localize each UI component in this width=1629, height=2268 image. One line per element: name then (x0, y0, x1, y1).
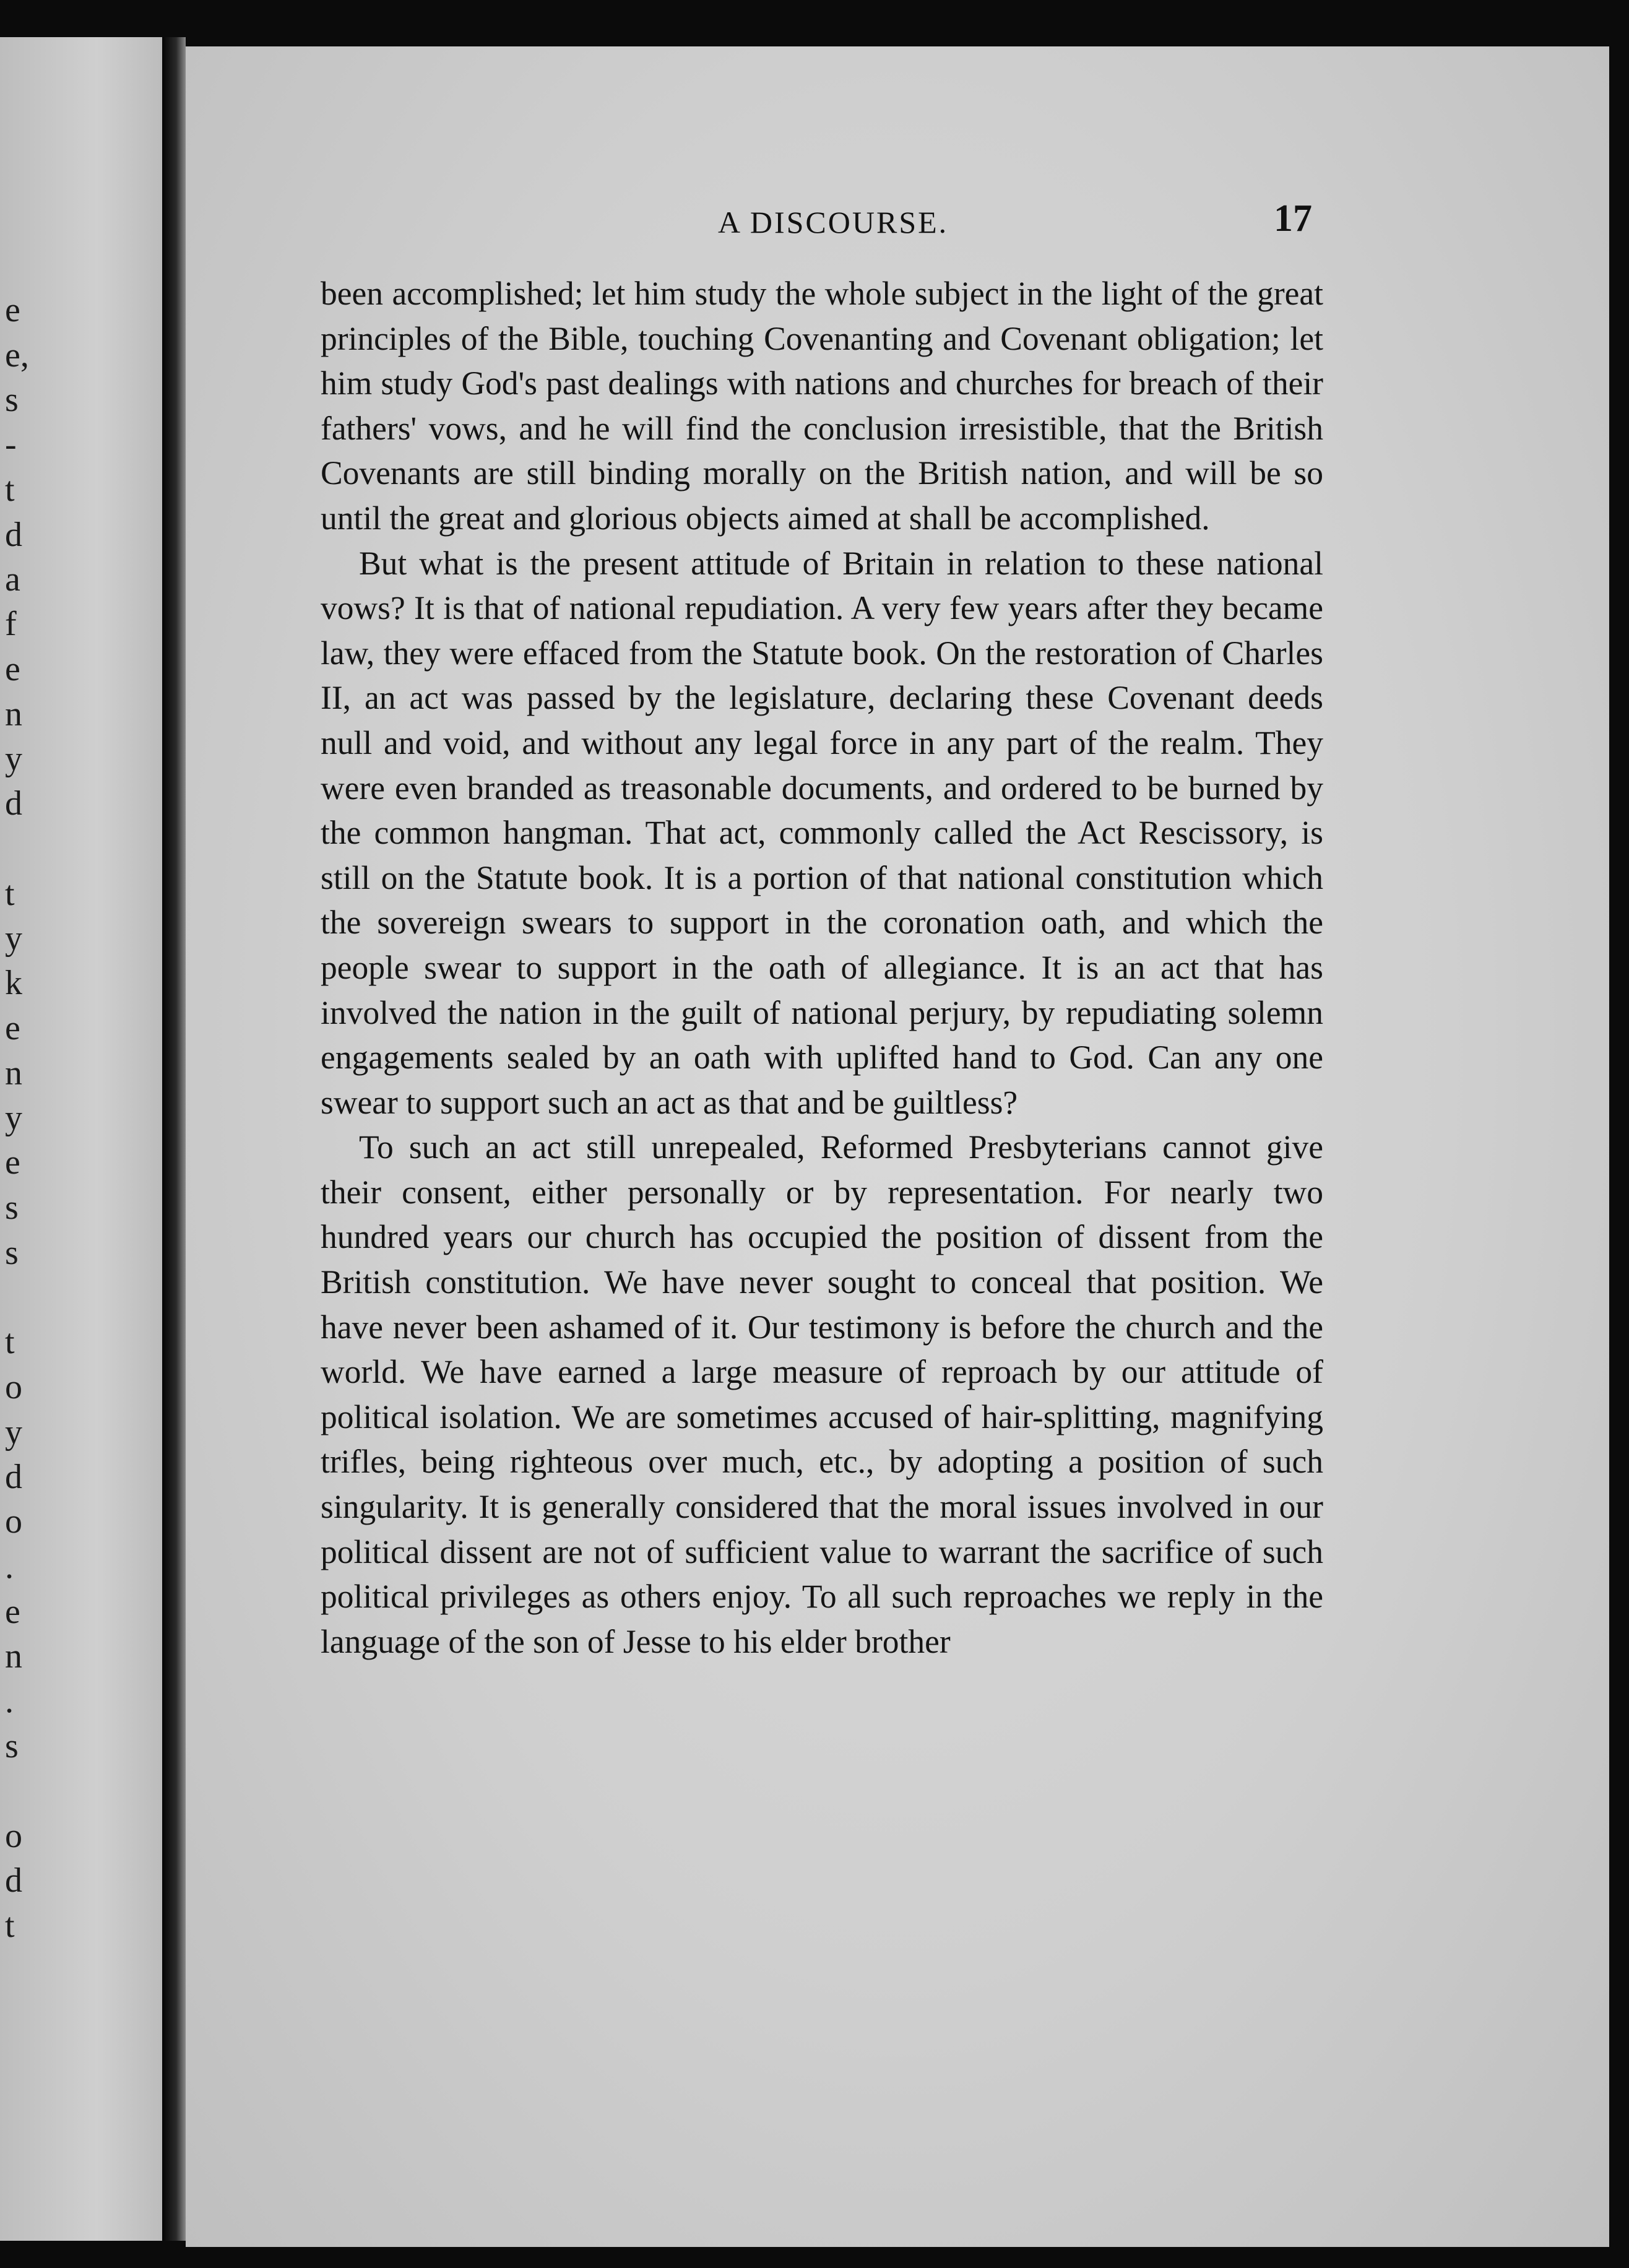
facing-page-letter: n (5, 695, 22, 734)
facing-page-letter: t (5, 1907, 15, 1945)
page-number: 17 (1274, 197, 1312, 240)
facing-page-letter: o (5, 1502, 22, 1541)
facing-page-letter: s (5, 1727, 19, 1765)
facing-page-letter: y (5, 740, 22, 778)
facing-page-letter: y (5, 1413, 22, 1452)
facing-page-letter: n (5, 1054, 22, 1093)
paragraph-2: But what is the present attitude of Britain in relation to these national vows? It is that of national repudiation. A very few years after they became law, they were effaced from the Statute book. On the restoration of Charles II, an act was passed by the legislature, declaring these Covenant deeds null and void, and without any legal force in any part of the realm. They were even branded as treasonable documents, and ordered to be burned by the common hangman. That act, commonly called the Act Rescissory, is still on the Statute book. It is a portion of that national constitution which the sovereign swears to support in the coronation oath, and which the people swear to support in the oath of allegiance. It is an act that has involved the nation in the guilt of national perjury, by repudiating solemn engagements sealed by an oath with uplifted hand to God. Can any one swear to support such an act as that and be guiltless? (321, 544, 1323, 1121)
facing-page-letter: y (5, 1099, 22, 1137)
facing-page-letter: e, (5, 336, 29, 374)
facing-page-letter: k (5, 964, 22, 1002)
facing-page-letter: t (5, 470, 15, 509)
facing-page-letter: n (5, 1637, 22, 1676)
facing-page-letter: d (5, 784, 22, 823)
facing-page-letter: s (5, 1234, 19, 1272)
facing-page-letter: - (5, 425, 17, 464)
facing-page-letter: e (5, 1593, 20, 1631)
facing-page-letter: d (5, 1861, 22, 1900)
facing-page-letter: y (5, 919, 22, 958)
facing-page-letter: o (5, 1368, 22, 1406)
facing-page-letter: s (5, 381, 19, 419)
facing-page-letter: t (5, 1323, 15, 1361)
facing-page-margin (0, 37, 162, 2241)
facing-page-letter: d (5, 1458, 22, 1496)
facing-page-letter: s (5, 1188, 19, 1227)
book-gutter (162, 37, 186, 2241)
facing-page-letter: a (5, 560, 20, 599)
facing-page-letter: d (5, 516, 22, 554)
facing-page-letter: o (5, 1817, 22, 1855)
facing-page-letters (0, 37, 162, 2241)
paragraph-1: been accomplished; let him study the whole subject in the light of the great principles of the Bible, touching Covenanting and Covenant obligation; let him study God's past dealings with nations and churches for breach of their fathers' vows, and he will find the conclusion irresistible, that the British Covenants are still binding morally on the British nation, and will be so until the great and glorious objects aimed at shall be accomplished. (321, 275, 1323, 537)
facing-page-letter: f (5, 605, 17, 643)
running-title: A DISCOURSE. (718, 205, 949, 240)
page-body (321, 271, 1323, 1664)
facing-page-letter: . (5, 1547, 14, 1586)
facing-page-letter: e (5, 650, 20, 688)
facing-page-letter: . (5, 1682, 14, 1720)
facing-page-letter: e (5, 1143, 20, 1182)
facing-page-letter: e (5, 1009, 20, 1047)
paragraph-3: To such an act still unrepealed, Reformed Presbyterians cannot give their consent, either personally or by representation. For nearly two hundred years our church has occupied the position of dissent from the British constitution. We have never sought to conceal that position. We have never been ashamed of it. Our testimony is before the church and the world. We have earned a large measure of reproach by our attitude of political isolation. We are sometimes accused of hair-splitting, magnifying trifles, being righteous over much, etc., by adopting a position of such singularity. It is generally considered that the moral issues involved in our political dissent are not of sufficient value to warrant the sacrifice of such political privileges as others enjoy. To all such reproaches we reply in the language of the son of Jesse to his elder brother (321, 1128, 1323, 1660)
facing-page-letter: t (5, 875, 15, 913)
facing-page-letter: e (5, 291, 20, 329)
